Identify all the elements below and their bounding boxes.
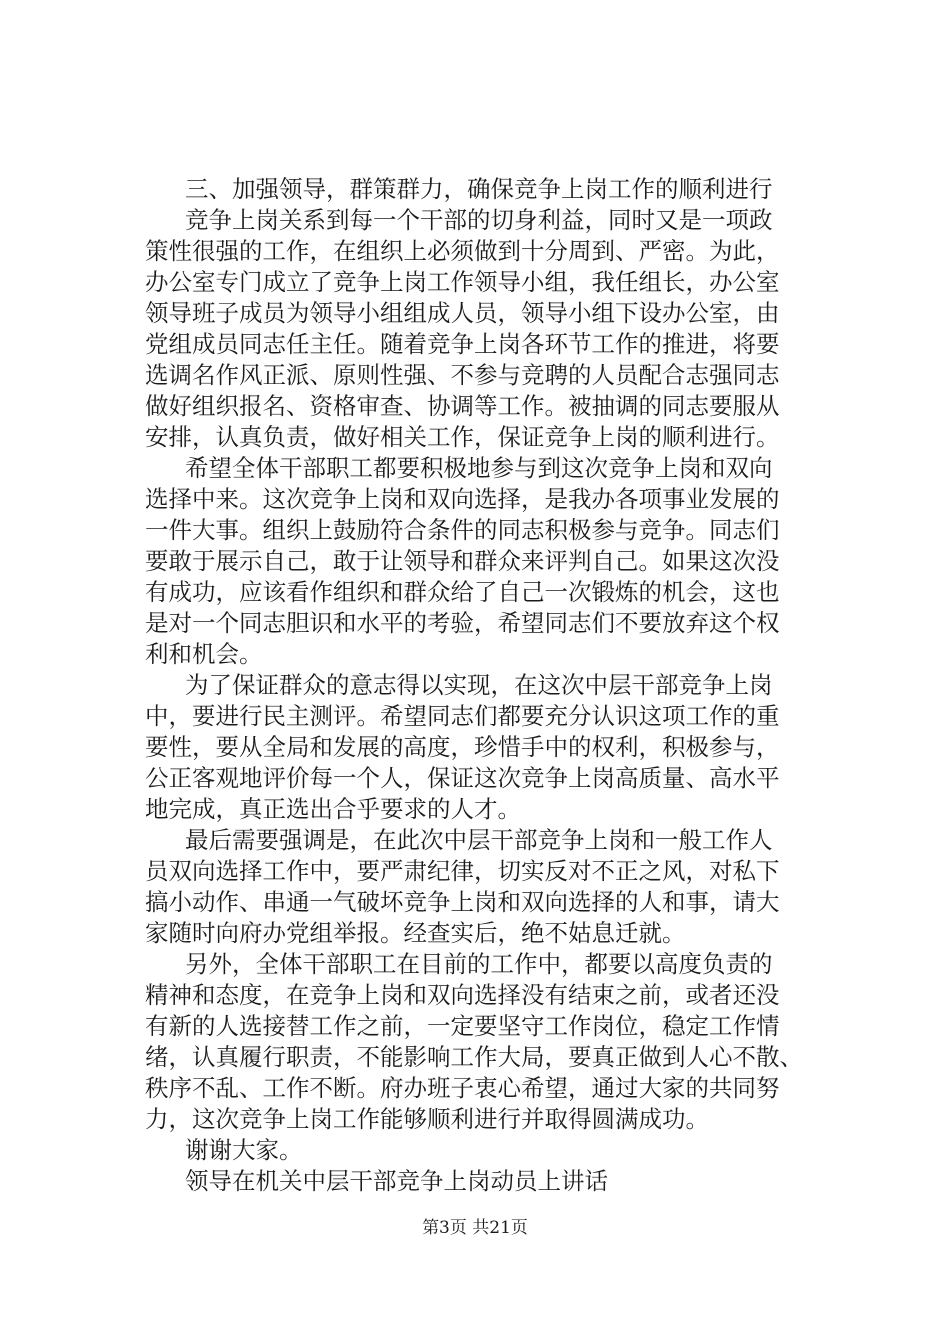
paragraph-line: 有成功，应该看作组织和群众给了自己一次锻炼的机会，这也 [145,578,780,606]
paragraph-line: 是对一个同志胆识和水平的考验，希望同志们不要放弃这个权 [145,609,780,637]
section-heading: 三、加强领导，群策群力，确保竞争上岗工作的顺利进行 [185,175,773,203]
paragraph-line: 办公室专门成立了竞争上岗工作领导小组，我任组长，办公室 [145,268,780,296]
paragraph-line: 竞争上岗关系到每一个干部的切身利益，同时又是一项政 [185,206,773,234]
paragraph-line: 员双向选择工作中，要严肃纪律，切实反对不正之风，对私下 [145,857,780,885]
paragraph-line: 地完成，真正选出合乎要求的人才。 [145,795,521,823]
paragraph-line: 策性很强的工作，在组织上必须做到十分周到、严密。为此， [145,237,780,265]
document-body [145,174,835,1197]
paragraph-line: 要敢于展示自己，敢于让领导和群众来评判自己。如果这次没 [145,547,780,575]
paragraph-line: 力，这次竞争上岗工作能够顺利进行并取得圆满成功。 [145,1105,709,1133]
closing-line: 谢谢大家。 [185,1136,303,1164]
paragraph-line: 精神和态度，在竞争上岗和双向选择没有结束之前，或者还没 [145,981,780,1009]
paragraph-line: 利和机会。 [145,640,263,668]
paragraph-line: 为了保证群众的意志得以实现，在这次中层干部竞争上岗 [185,671,773,699]
page-number-footer: 第3页 共21页 [422,1218,528,1238]
paragraph-line: 最后需要强调是，在此次中层干部竞争上岗和一般工作人 [185,826,773,854]
paragraph-line: 做好组织报名、资格审查、协调等工作。被抽调的同志要服从 [145,392,780,420]
paragraph-line: 家随时向府办党组举报。经查实后，绝不姑息迁就。 [145,919,686,947]
paragraph-line: 搞小动作、串通一气破坏竞争上岗和双向选择的人和事，请大 [145,888,780,916]
paragraph-line: 有新的人选接替工作之前，一定要坚守工作岗位，稳定工作情 [145,1012,780,1040]
paragraph-line: 安排，认真负责，做好相关工作，保证竞争上岗的顺利进行。 [145,423,780,451]
paragraph-line: 秩序不乱、工作不断。府办班子衷心希望，通过大家的共同努 [145,1074,780,1102]
paragraph-line: 选调名作风正派、原则性强、不参与竞聘的人员配合志强同志 [145,361,780,389]
paragraph-line: 希望全体干部职工都要积极地参与到这次竞争上岗和双向 [185,454,773,482]
paragraph-line: 绪，认真履行职责，不能影响工作大局，要真正做到人心不散、 [145,1043,803,1071]
paragraph-line: 领导班子成员为领导小组组成人员，领导小组下设办公室，由 [145,299,780,327]
paragraph-line: 另外，全体干部职工在目前的工作中，都要以高度负责的 [185,950,773,978]
paragraph-line: 党组成员同志任主任。随着竞争上岗各环节工作的推进，将要 [145,330,780,358]
paragraph-line: 选择中来。这次竞争上岗和双向选择，是我办各项事业发展的 [145,485,780,513]
paragraph-line: 公正客观地评价每一个人，保证这次竞争上岗高质量、高水平 [145,764,780,792]
paragraph-line: 要性，要从全局和发展的高度，珍惜手中的权利，积极参与， [145,733,780,761]
speech-title: 领导在机关中层干部竞争上岗动员上讲话 [185,1167,608,1195]
paragraph-line: 中，要进行民主测评。希望同志们都要充分认识这项工作的重 [145,702,780,730]
paragraph-line: 一件大事。组织上鼓励符合条件的同志积极参与竞争。同志们 [145,516,780,544]
